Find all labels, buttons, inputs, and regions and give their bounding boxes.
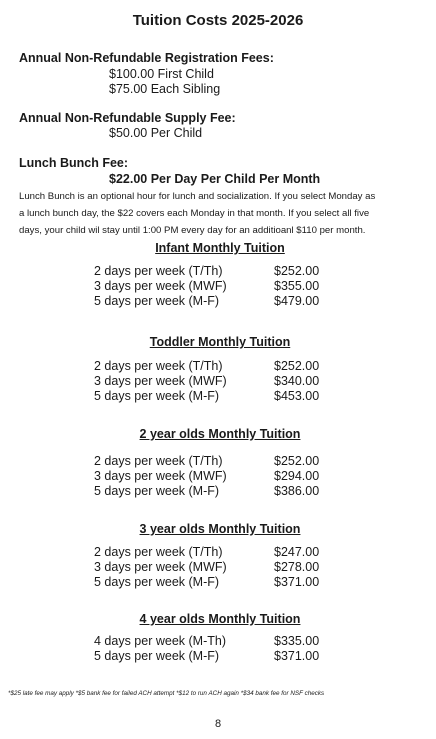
table-row — [94, 575, 334, 590]
lunch-description — [19, 188, 419, 239]
lunch-description-line: a lunch bunch day, the $22 covers each Monday in that month. If you select all five — [19, 208, 370, 219]
row-label: 3 days per week (MWF) — [94, 279, 227, 293]
three-year-section-title: 3 year olds Monthly Tuition — [139, 522, 301, 536]
two-year-rows — [94, 454, 334, 499]
toddler-rows — [94, 359, 334, 404]
row-label: 2 days per week (T/Th) — [94, 454, 223, 468]
row-price: $479.00 — [274, 294, 320, 308]
table-row — [94, 484, 334, 499]
row-price: $252.00 — [274, 454, 320, 468]
lunch-rate: $22.00 Per Day Per Child Per Month — [109, 172, 321, 186]
row-price: $252.00 — [274, 359, 320, 373]
table-row — [94, 374, 334, 389]
table-row — [94, 294, 334, 309]
infant-rows — [94, 264, 334, 309]
table-row — [94, 649, 334, 664]
lunch-heading: Lunch Bunch Fee: — [19, 156, 129, 170]
table-row — [94, 264, 334, 279]
lunch-description-line: days, your child wil stay until 1:00 PM every day for an additioanl $110 per month. — [19, 225, 366, 236]
row-price: $247.00 — [274, 545, 320, 559]
row-price: $278.00 — [274, 560, 320, 574]
row-label: 4 days per week (M-Th) — [94, 634, 226, 648]
table-row — [94, 545, 334, 560]
infant-section-title: Infant Monthly Tuition — [155, 241, 285, 255]
row-label: 5 days per week (M-F) — [94, 389, 220, 403]
row-label: 5 days per week (M-F) — [94, 575, 220, 589]
table-row — [94, 469, 334, 484]
supply-heading: Annual Non-Refundable Supply Fee: — [19, 111, 236, 125]
row-price: $294.00 — [274, 469, 320, 483]
row-price: $355.00 — [274, 279, 320, 293]
row-label: 5 days per week (M-F) — [94, 294, 220, 308]
two-year-section-title: 2 year olds Monthly Tuition — [139, 427, 301, 441]
three-year-rows — [94, 545, 334, 590]
row-label: 3 days per week (MWF) — [94, 560, 227, 574]
page-number: 8 — [214, 718, 222, 730]
table-row — [94, 279, 334, 294]
row-price: $371.00 — [274, 649, 320, 663]
row-label: 5 days per week (M-F) — [94, 649, 220, 663]
table-row — [94, 454, 334, 469]
toddler-section-title: Toddler Monthly Tuition — [149, 335, 291, 349]
four-year-rows — [94, 634, 334, 664]
row-price: $453.00 — [274, 389, 320, 403]
row-price: $252.00 — [274, 264, 320, 278]
fee-footnote: *$25 late fee may apply *$5 bank fee for failed ACH attempt *$12 to run ACH again *$34 bank fee for NSF checks — [8, 690, 325, 697]
registration-heading: Annual Non-Refundable Registration Fees: — [19, 51, 274, 65]
row-label: 3 days per week (MWF) — [94, 374, 227, 388]
row-price: $386.00 — [274, 484, 320, 498]
row-price: $340.00 — [274, 374, 320, 388]
row-label: 2 days per week (T/Th) — [94, 545, 223, 559]
registration-each-sibling: $75.00 Each Sibling — [109, 82, 221, 96]
page-title: Tuition Costs 2025-2026 — [132, 12, 304, 29]
supply-line: $50.00 Per Child — [109, 126, 203, 140]
registration-first-child: $100.00 First Child — [109, 67, 214, 81]
lunch-description-line: Lunch Bunch is an optional hour for lunch and socialization. If you select Monday as — [19, 191, 376, 202]
row-label: 3 days per week (MWF) — [94, 469, 227, 483]
table-row — [94, 560, 334, 575]
row-label: 2 days per week (T/Th) — [94, 264, 223, 278]
table-row — [94, 359, 334, 374]
row-label: 2 days per week (T/Th) — [94, 359, 223, 373]
row-price: $335.00 — [274, 634, 320, 648]
row-label: 5 days per week (M-F) — [94, 484, 220, 498]
table-row — [94, 634, 334, 649]
four-year-section-title: 4 year olds Monthly Tuition — [139, 612, 301, 626]
row-price: $371.00 — [274, 575, 320, 589]
table-row — [94, 389, 334, 404]
